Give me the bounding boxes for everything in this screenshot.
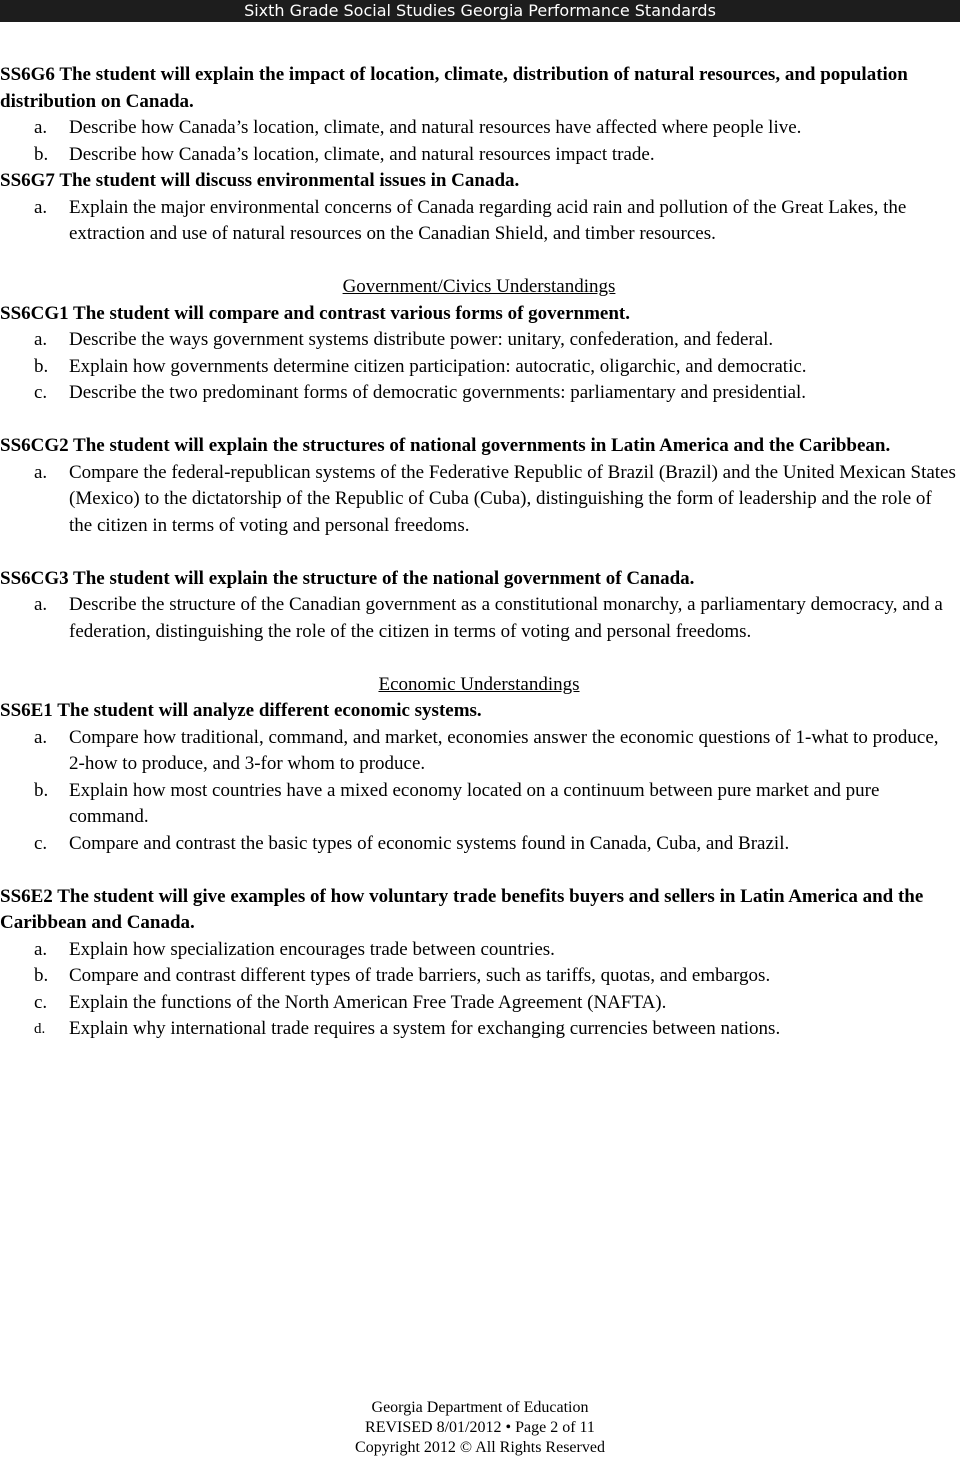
- item-text: Compare and contrast the basic types of economic systems found in Canada, Cuba, and Brazil.: [69, 832, 790, 854]
- spacer: [0, 857, 958, 884]
- item-text: Explain how governments determine citizen participation: autocratic, oligarchic, and democratic.: [69, 355, 807, 377]
- item-letter: d.: [34, 1021, 46, 1037]
- standard-heading: SS6CG1 The student will compare and contrast various forms of government.: [0, 302, 630, 324]
- list-item: [0, 327, 958, 354]
- document-body: [0, 62, 958, 1043]
- standard-heading: SS6G7 The student will discuss environmental issues in Canada.: [0, 170, 520, 191]
- item-letter: b.: [34, 143, 49, 165]
- standard-block: [0, 62, 958, 168]
- list-item: [0, 990, 958, 1017]
- footer-revision-page: REVISED 8/01/2012 • Page 2 of 11: [365, 1419, 595, 1436]
- standard-heading: SS6E2 The student will give examples of how voluntary trade benefits buyers and sellers in Latin America and the Caribbean and Canada.: [0, 885, 924, 933]
- item-text: Compare and contrast different types of trade barriers, such as tariffs, quotas, and embargos.: [69, 965, 771, 986]
- item-letter: a.: [34, 594, 48, 615]
- item-letter: c.: [34, 991, 48, 1013]
- item-text: Describe the structure of the Canadian government as a constitutional monarchy, a parliamentary democracy, and a federation, distinguishing the role of the citizen in terms of voting and personal freedoms.: [69, 594, 943, 642]
- item-letter: a.: [34, 117, 48, 138]
- list-item: [0, 195, 958, 248]
- standard-heading: SS6E1 The student will analyze different economic systems.: [0, 700, 482, 721]
- item-text: Explain the major environmental concerns of Canada regarding acid rain and pollution of the Great Lakes, the extraction and use of natural resources on the Canadian Shield, and timber resources.: [69, 196, 907, 244]
- list-item: [0, 831, 958, 858]
- item-letter: c.: [34, 832, 48, 854]
- standard-heading: SS6CG3 The student will explain the structure of the national government of Canada.: [0, 567, 695, 589]
- spacer: [0, 645, 958, 672]
- list-item: [0, 115, 958, 142]
- item-text: Compare how traditional, command, and market, economies answer the economic questions of 1-what to produce, 2-how to produce, and 3-for whom to produce.: [69, 726, 939, 774]
- item-text: Explain the functions of the North American Free Trade Agreement (NAFTA).: [69, 991, 667, 1013]
- item-letter: b.: [34, 779, 49, 801]
- standard-block: [0, 566, 958, 646]
- item-text: Describe how Canada’s location, climate, and natural resources have affected where people live.: [69, 117, 802, 138]
- list-item: [0, 937, 958, 964]
- item-letter: b.: [34, 965, 49, 986]
- standard-heading: SS6G6 The student will explain the impact of location, climate, distribution of natural resources, and population distribution on Canada.: [0, 64, 908, 112]
- item-letter: a.: [34, 461, 48, 483]
- item-text: Explain how most countries have a mixed economy located on a continuum between pure market and pure command.: [69, 779, 880, 827]
- spacer: [0, 248, 958, 275]
- item-letter: b.: [34, 355, 49, 377]
- item-letter: a.: [34, 196, 48, 218]
- spacer: [0, 407, 958, 434]
- page-footer: [0, 1398, 960, 1458]
- item-letter: a.: [34, 726, 48, 748]
- item-letter: c.: [34, 382, 48, 403]
- list-item: [0, 354, 958, 381]
- footer-copyright: Copyright 2012 © All Rights Reserved: [355, 1439, 605, 1456]
- item-text: Describe the ways government systems distribute power: unitary, confederation, and federal.: [69, 329, 774, 350]
- list-item: [0, 142, 958, 169]
- section-title: Government/Civics Understandings: [342, 276, 616, 297]
- item-text: Explain how specialization encourages trade between countries.: [69, 938, 555, 960]
- list-item: [0, 725, 958, 778]
- standard-block: [0, 884, 958, 1043]
- list-item: [0, 778, 958, 831]
- running-header: [0, 0, 960, 22]
- item-text: Describe how Canada’s location, climate, and natural resources impact trade.: [69, 143, 655, 165]
- standard-block: [0, 168, 958, 248]
- item-text: Explain why international trade requires a system for exchanging currencies between nations.: [69, 1018, 781, 1039]
- list-item: [0, 380, 958, 407]
- section-title: Economic Understandings: [378, 673, 580, 695]
- item-text: Describe the two predominant forms of democratic governments: parliamentary and presidential.: [69, 382, 807, 403]
- standard-block: [0, 433, 958, 539]
- standard-block: [0, 672, 958, 858]
- footer-organization: Georgia Department of Education: [371, 1399, 589, 1416]
- list-item: [0, 460, 958, 540]
- standard-heading: SS6CG2 The student will explain the structures of national governments in Latin America and the Caribbean.: [0, 435, 891, 456]
- item-letter: a.: [34, 938, 48, 960]
- header-title: Sixth Grade Social Studies Georgia Performance Standards: [244, 1, 716, 20]
- list-item: [0, 963, 958, 990]
- spacer: [0, 539, 958, 566]
- list-item: [0, 592, 958, 645]
- standard-block: [0, 274, 958, 407]
- item-text: Compare the federal-republican systems of the Federative Republic of Brazil (Brazil) and the United Mexican States (Mexico) to the dictatorship of the Republic of Cuba (Cuba), distinguishing the form of leadership and the role of the citizen in terms of voting and personal freedoms.: [69, 461, 956, 536]
- item-letter: a.: [34, 329, 48, 350]
- list-item: [0, 1016, 958, 1043]
